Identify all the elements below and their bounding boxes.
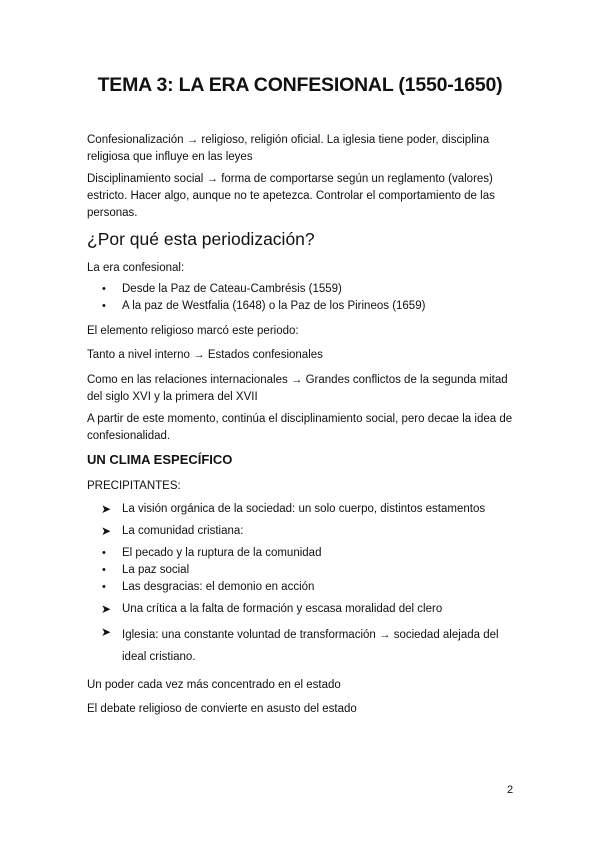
list-item: La comunidad cristiana: <box>122 525 244 537</box>
bullet-icon: • <box>102 283 106 295</box>
list-item: Una crítica a la falta de formación y escasa moralidad del clero <box>122 603 443 615</box>
paragraph-era-confesional: La era confesional: <box>87 262 185 274</box>
bullet-icon: • <box>102 547 106 559</box>
arrow-bullet-icon: ➤ <box>101 602 112 616</box>
paragraph-poder: Un poder cada vez más concentrado en el estado <box>87 679 341 691</box>
list-item: Las desgracias: el demonio en acción <box>122 581 315 593</box>
list-item: Iglesia: una constante voluntad de transformación → sociedad alejada del ideal cristiano. <box>122 629 499 663</box>
paragraph-a-partir: A partir de este momento, continúa el disciplinamiento social, pero decae la idea de confesionalidad. <box>87 413 513 442</box>
list-item: La visión orgánica de la sociedad: un solo cuerpo, distintos estamentos <box>122 503 486 515</box>
paragraph-nivel-interno: Tanto a nivel interno → Estados confesionales <box>87 349 323 361</box>
list-item: Desde la Paz de Cateau-Cambrésis (1559) <box>122 283 342 295</box>
paragraph-confesionalizacion: Confesionalización → religioso, religión oficial. La iglesia tiene poder, disciplina religiosa que influye en las leyes <box>87 134 490 163</box>
arrow-bullet-icon: ➤ <box>101 625 112 639</box>
paragraph-relaciones-internacionales: Como en las relaciones internacionales → Grandes conflictos de la segunda mitad del siglo XVI y la primera del XVII <box>87 374 508 403</box>
paragraph-disciplinamiento: Disciplinamiento social → forma de comportarse según un reglamento (valores) estricto. Hacer algo, aunque no te apetezca. Controlar el comportamiento de las personas. <box>87 173 495 219</box>
page-title: TEMA 3: LA ERA CONFESIONAL (1550-1650) <box>97 74 503 96</box>
section-heading-clima: UN CLIMA ESPECÍFICO <box>87 452 233 467</box>
bullet-icon: • <box>102 300 106 312</box>
list-item: El pecado y la ruptura de la comunidad <box>122 547 322 559</box>
arrow-bullet-icon: ➤ <box>101 524 112 538</box>
bullet-icon: • <box>102 564 106 576</box>
bullet-icon: • <box>102 581 106 593</box>
section-heading-periodizacion: ¿Por qué esta periodización? <box>87 229 315 249</box>
paragraph-debate: El debate religioso de convierte en asusto del estado <box>87 703 357 715</box>
list-item: La paz social <box>122 564 190 576</box>
paragraph-elemento-religioso: El elemento religioso marcó este periodo: <box>87 325 299 337</box>
arrow-bullet-icon: ➤ <box>101 502 112 516</box>
page-number: 2 <box>507 784 514 796</box>
paragraph-precipitantes: PRECIPITANTES: <box>87 480 181 492</box>
list-item: A la paz de Westfalia (1648) o la Paz de los Pirineos (1659) <box>122 300 426 312</box>
